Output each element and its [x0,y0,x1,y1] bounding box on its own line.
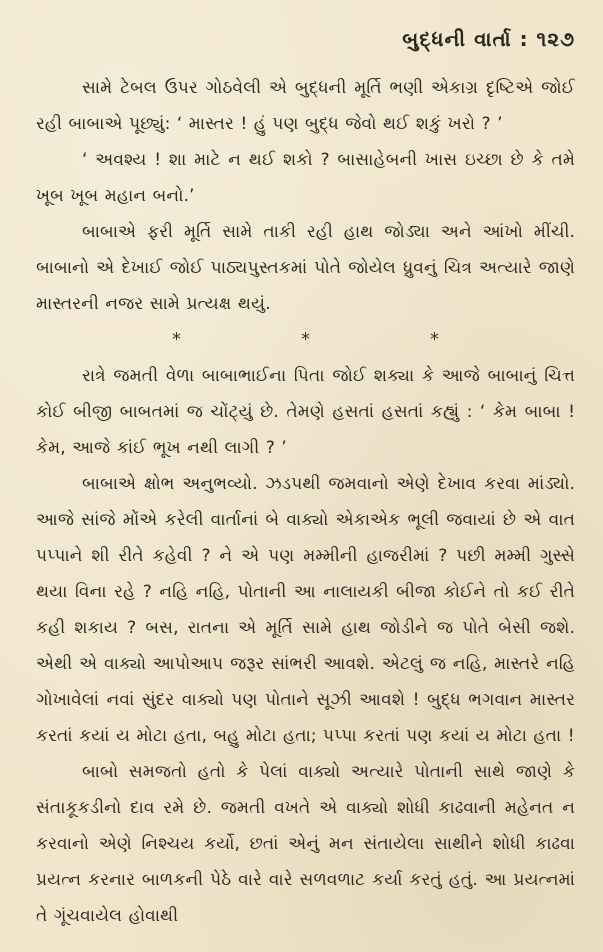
paragraph-1: સામે ટેબલ ઉપર ગોઠવેલી એ બુદ્ધની મૂર્તિ ભણી એકાગ્ર દૃષ્ટિએ જોઈ રહી બાબાએ પૂછ્યું: ‘ માસ્તર ! હું પણ બુદ્ધ જેવો થઈ શકું ખરો ? ’ [36,78,575,134]
running-header: બુદ્ધની વાર્તા : ૧૨૭ [402,27,575,51]
paragraph-6: બાબો સમજતો હતો કે પેલાં વાક્યો અત્યારે પોતાની સાથે જાણે કે સંતાકૂકડીનો દાવ રમે છે. જમતી વખતે એ વાક્યો શોધી કાઢવાની મહેનત ન કરવાનો એણે નિશ્ચય કર્યો, છતાં એનું મન સંતાયેલા સાથીને શોધી કાઢવા પ્રયત્ન કરનાર બાળકની પેઠે વારે વારે સળવળાટ કર્યા કરતું હતું. આ પ્રયત્નમાં તે ગૂંચવાયેલ હોવાથી [36,762,575,926]
section-separator [36,322,575,358]
paragraph-4: રાત્રે જમતી વેળા બાબાભાઈના પિતા જોઈ શક્યા કે આજે બાબાનું ચિત્ત કોઈ બીજી બાબતમાં જ ચોંટ્યું છે. તેમણે હસતાં હસતાં કહ્યું : ‘ કેમ બાબા ! કેમ, આજે કાંઈ ભૂખ નથી લાગી ? ’ [36,366,575,458]
paragraph-2: ‘ અવશ્ય ! શા માટે ન થઈ શકો ? બાસાહેબની ખાસ ઇચ્છા છે કે તમે ખૂબ ખૂબ મહાન બનો.’ [36,150,575,206]
separator-star: * [301,329,310,350]
separator-star: * [172,329,181,350]
paragraph-5: બાબાએ ક્ષોભ અનુભવ્યો. ઝડપથી જમવાનો એણે દેખાવ કરવા માંડ્યો. આજે સાંજે મોંએ કરેલી વાર્તાનાં બે વાક્યો એકાએક ભૂલી જવાયાં છે એ વાત પપ્પાને શી રીતે કહેવી ? ને એ પણ મમ્મીની હાજરીમાં ? પછી મમ્મી ગુસ્સે થયા વિના રહે ? નહિ નહિ, પોતાની આ નાલાયકી બીજા કોઈને તો કઈ રીતે કહી શકાય ? બસ, રાતના એ મૂર્તિ સામે હાથ જોડીને જ પોતે બેસી જશે. એથી એ વાક્યો આપોઆપ જરૂર સાંભરી આવશે. એટલું જ નહિ, માસ્તરે નહિ ગોખાવેલાં નવાં સુંદર વાક્યો પણ પોતાને સૂઝી આવશે ! બુદ્ધ ભગવાન માસ્તર કરતાં કયાં ય મોટા હતા, બહુ મોટા હતા; પપ્પા કરતાં પણ કયાં ય મોટા હતા ! [36,474,575,746]
paragraph-3: બાબાએ ફરી મૂર્તિ સામે તાકી રહી હાથ જોડ્યા અને આંખો મીંચી. બાબાનો એ દેખાઈ જોઈ પાઠ્યપુસ્તકમાં પોતે જોયેલ ધ્રુવનું ચિત્ર અત્યારે જાણે માસ્તરની નજર સામે પ્રત્યક્ષ થયું. [36,222,575,314]
separator-star: * [430,329,439,350]
